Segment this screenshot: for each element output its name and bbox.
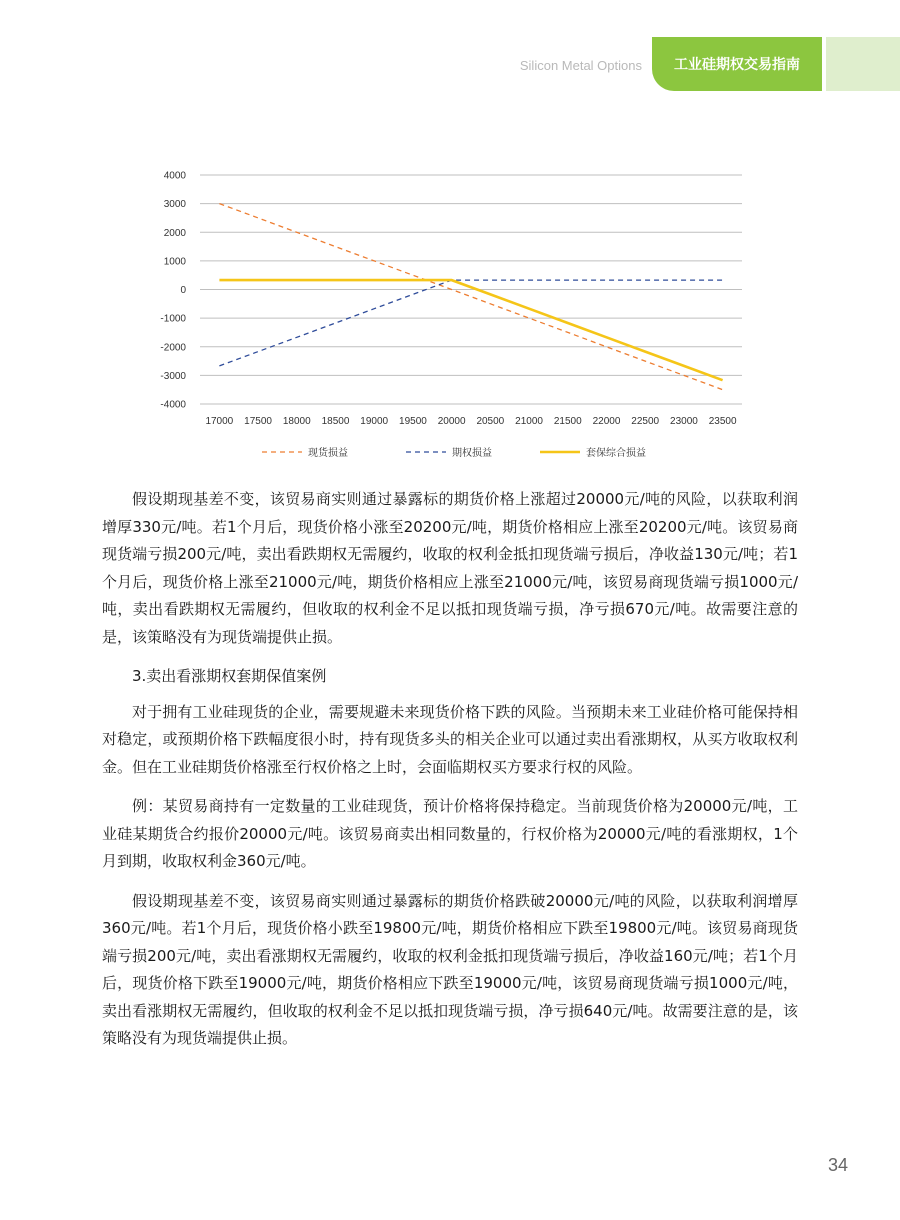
paragraph-2: 对于拥有工业硅现货的企业，需要规避未来现货价格下跌的风险。当预期未来工业硅价格可能保持相对稳定，或预期价格下跌幅度很小时，持有现货多头的相关企业可以通过卖出看涨期权，从买方收取权利金。但在工业硅期货价格涨至行权价格之上时，会面临期权买方要求行权的风险。 <box>102 702 798 776</box>
x-tick-label: 19000 <box>360 416 389 427</box>
x-tick-label: 22000 <box>592 416 621 427</box>
body-text <box>102 486 798 1065</box>
x-tick-label: 17500 <box>244 416 272 427</box>
x-tick-label: 20500 <box>476 416 505 427</box>
paragraph-4: 假设期现基差不变，该贸易商实则通过暴露标的期货价格跌破20000元/吨的风险，以获取利润增厚360元/吨。若1个月后，现货价格小跌至19800元/吨，期货价格相应下跌至19800元/吨。该贸易商现货端亏损200元/吨，卖出看涨期权无需履约，收取的权利金抵扣现货端亏损后，净收益160元/吨；若1个月后，现货价格下跌至19000元/吨，期货价格相应下跌至19000元/吨，该贸易商现货端亏损1000元/吨，卖出看涨期权无需履约，但收取的权利金不足以抵扣现货端亏损，净亏损640元/吨。故需要注意的是，该策略没有为现货端提供止损。 <box>102 891 798 1047</box>
legend-label-1: 现货损益 <box>308 448 348 459</box>
header-subtitle: Silicon Metal Options <box>519 58 642 73</box>
x-tick-label: 22500 <box>631 416 660 427</box>
x-tick-label: 21500 <box>553 416 582 427</box>
header-decoration <box>826 37 900 91</box>
x-tick-label: 20000 <box>437 416 466 427</box>
x-tick-label: 23000 <box>670 416 698 427</box>
page-number: 34 <box>827 1155 848 1175</box>
payoff-chart <box>150 160 760 470</box>
series-line-1 <box>219 204 722 390</box>
chart-svg <box>150 160 760 470</box>
section-heading: 3.卖出看涨期权套期保值案例 <box>132 667 327 685</box>
y-tick-label: 3000 <box>163 199 186 211</box>
legend-label-2: 期权损益 <box>452 448 492 459</box>
y-tick-label: -4000 <box>160 399 186 411</box>
x-tick-label: 17000 <box>205 416 234 427</box>
paragraph-3: 例：某贸易商持有一定数量的工业硅现货，预计价格将保持稳定。当前现货价格为20000元/吨，工业硅某期货合约报价20000元/吨。该贸易商卖出相同数量的，行权价格为20000元/吨的看涨期权，1个月到期，收取权利金360元/吨。 <box>102 797 798 870</box>
legend-label-3: 套保综合损益 <box>586 448 646 459</box>
y-tick-label: -2000 <box>160 342 186 354</box>
x-tick-label: 18500 <box>321 416 350 427</box>
y-tick-label: 1000 <box>163 256 186 268</box>
x-tick-label: 21000 <box>515 416 543 427</box>
y-tick-label: -1000 <box>160 313 186 325</box>
x-tick-label: 18000 <box>282 416 311 427</box>
x-tick-label: 23500 <box>708 416 737 427</box>
y-tick-label: 2000 <box>163 227 186 239</box>
header-title-tab: 工业硅期权交易指南 <box>652 37 822 91</box>
y-tick-label: 0 <box>180 285 186 296</box>
series-line-3 <box>219 280 722 380</box>
y-tick-label: -3000 <box>160 370 186 382</box>
x-tick-label: 19500 <box>399 416 427 427</box>
y-tick-label: 4000 <box>163 170 186 182</box>
paragraph-1: 假设期现基差不变，该贸易商实则通过暴露标的期货价格上涨超过20000元/吨的风险，以获取利润增厚330元/吨。若1个月后，现货价格小涨至20200元/吨，期货价格相应上涨至20200元/吨。该贸易商现货端亏损200元/吨，卖出看跌期权无需履约，收取的权利金抵扣现货端亏损后，净收益130元/吨；若1个月后，现货价格上涨至21000元/吨，期货价格相应上涨至21000元/吨，该贸易商现货端亏损1000元/吨，卖出看跌期权无需履约，但收取的权利金不足以抵扣现货端亏损，净亏损670元/吨。故需要注意的是，该策略没有为现货端提供止损。 <box>102 490 798 646</box>
